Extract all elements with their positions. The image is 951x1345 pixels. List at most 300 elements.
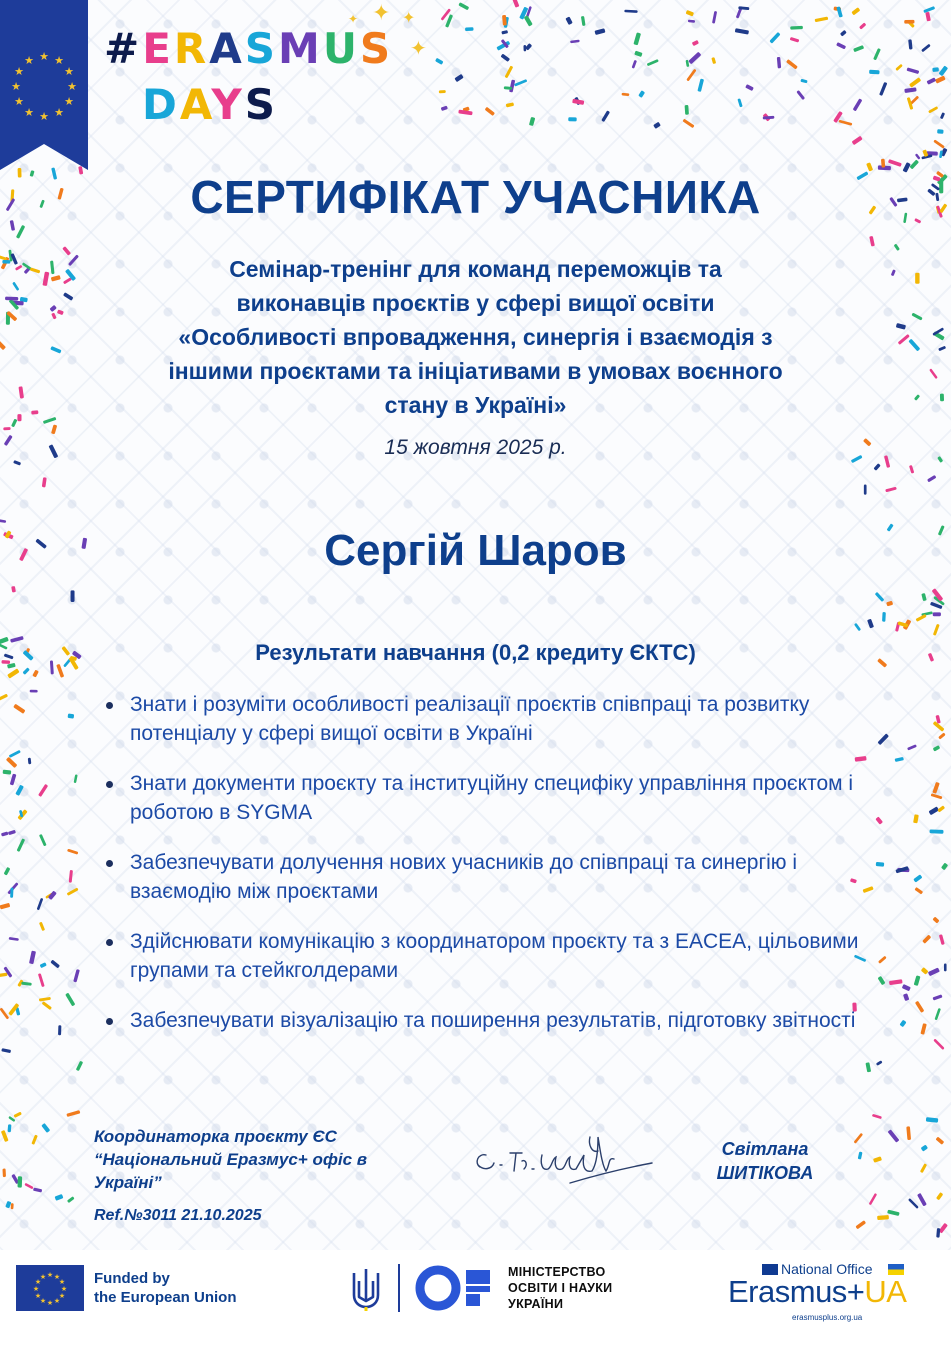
confetti-piece [876,1060,883,1066]
confetti-piece [15,785,24,796]
confetti-piece [73,969,80,982]
confetti-piece [7,668,19,678]
confetti-piece [505,66,514,79]
confetti-piece [501,54,511,62]
list-item [104,769,864,827]
confetti-piece [922,935,931,944]
eu-flag-banner [0,0,88,170]
confetti-piece [858,1152,863,1160]
confetti-piece [896,323,906,330]
event-description-line: стану в Україні» [384,392,567,418]
confetti-piece [921,967,929,975]
confetti-piece [907,744,917,750]
confetti-piece [31,1135,37,1145]
coordinator-line: Координаторка проєкту ЄС [94,1127,337,1146]
coordinator-line: Україні” [94,1173,162,1192]
confetti-piece [502,15,507,26]
logo-letter: D [142,80,180,129]
confetti-piece [7,1124,11,1132]
svg-text:★: ★ [53,1273,61,1281]
confetti-piece [17,414,21,421]
confetti-piece [441,106,448,111]
confetti-piece [938,733,946,740]
confetti-piece [565,16,572,25]
event-description-line: Семінар-тренінг для команд переможців та [229,256,722,282]
confetti-piece [933,624,940,636]
logo-letter: R [173,24,210,73]
confetti-piece [581,16,586,26]
list-item [104,690,864,748]
confetti-piece [869,1193,878,1205]
confetti-piece [634,51,642,57]
footer-logos [0,1250,951,1345]
confetti-piece [647,59,659,66]
confetti-piece [0,255,7,260]
confetti-piece [40,962,47,968]
confetti-piece [697,79,704,92]
svg-text:★: ★ [14,65,24,78]
confetti-piece [68,714,75,719]
bullet-icon [106,939,113,946]
confetti-piece [873,48,881,60]
confetti-piece [624,10,637,13]
confetti-piece [944,964,947,972]
confetti-piece [735,28,749,34]
confetti-piece [13,704,25,714]
bullet-icon [106,1018,113,1025]
confetti-piece [875,817,883,825]
confetti-piece [913,814,919,823]
svg-text:★: ★ [39,1297,47,1305]
confetti-piece [504,86,512,89]
confetti-piece [876,862,885,867]
certificate-title: СЕРТИФІКАТ УЧАСНИКА [190,171,761,223]
confetti-piece [838,120,852,126]
confetti-piece [875,592,885,602]
confetti-piece [11,419,17,428]
logo-line-erasmus [104,24,393,73]
confetti-piece [529,117,535,126]
confetti-piece [887,1210,900,1216]
logo-letter: S [359,24,394,73]
logo-letter: S [244,80,279,129]
confetti-piece [895,64,903,71]
confetti-piece [41,1123,50,1133]
confetti-piece [28,758,32,765]
svg-text:★: ★ [46,1271,54,1279]
confetti-piece [8,830,16,835]
confetti-piece [737,98,742,107]
list-item [104,848,864,906]
confetti-piece [937,129,943,134]
erasmus-url: erasmusplus.org.ua [792,1313,863,1322]
confetti-piece [445,14,453,27]
confetti-piece [873,463,880,471]
confetti-piece [932,917,939,924]
confetti-piece [2,260,10,264]
confetti-piece [909,159,919,169]
confetti-piece [938,346,946,351]
confetti-piece [686,10,694,17]
coordinator-line: “Національний Еразмус+ офіс в [94,1150,368,1169]
learning-outcomes-list [104,690,864,1056]
confetti-piece [686,69,696,82]
event-description-line: іншими проєктами та ініціативами в умовах воєнного [168,358,783,384]
confetti-piece [712,11,717,24]
confetti-piece [501,30,508,35]
confetti-piece [909,465,914,474]
confetti-piece [601,110,610,122]
confetti-piece [30,690,38,693]
confetti-piece [914,887,923,894]
confetti-piece [51,275,61,282]
confetti-piece [932,67,939,72]
confetti-piece [685,105,689,115]
confetti-piece [853,45,864,52]
confetti-piece [885,487,897,493]
logo-letter: Y [211,80,245,129]
confetti-piece [67,1196,75,1203]
svg-text:★: ★ [39,50,49,63]
confetti-piece [840,30,847,37]
confetti-piece [24,1183,33,1190]
confetti-piece [43,417,57,424]
confetti-piece [836,42,846,49]
confetti-piece [74,774,78,783]
confetti-piece [937,805,945,812]
erasmus-days-logo [104,22,434,132]
outcome-text: Знати і розуміти особливості реалізації проєктів співпраці та розвитку потенціалу у сфері вищої освіти в Україні [130,693,810,745]
svg-text:★: ★ [54,106,64,119]
outcome-text: Забезпечувати візуалізацію та поширення результатів, підготовку звітності [130,1009,856,1032]
learning-outcomes-heading: Результати навчання (0,2 кредиту ЄКТС) [255,640,696,665]
funded-line: the European Union [94,1289,237,1306]
confetti-piece [930,829,944,833]
eu-flag-icon [16,1265,84,1311]
list-item [104,927,864,985]
confetti-piece [902,984,911,991]
confetti-piece [506,102,514,107]
confetti-piece [0,1008,9,1020]
svg-text:★: ★ [58,1278,66,1286]
confetti-piece [936,1228,940,1238]
confetti-piece [869,236,875,247]
event-date: 15 жовтня 2025 р. [384,436,567,459]
ua-text: UA [864,1274,907,1309]
confetti-piece [37,898,44,910]
confetti-piece [51,424,57,434]
confetti-piece [454,74,463,82]
confetti-piece [931,793,943,799]
confetti-piece [863,886,874,893]
confetti-piece [21,982,32,986]
confetti-piece [638,90,645,98]
svg-text:★: ★ [67,80,77,93]
confetti-piece [939,934,945,945]
confetti-piece [9,750,21,758]
confetti-piece [14,1112,22,1118]
confetti-piece [51,313,56,320]
confetti-piece [67,849,78,855]
confetti-piece [42,477,47,487]
confetti-piece [686,60,690,67]
confetti-piece [42,1001,52,1010]
confetti-piece [940,112,945,119]
confetti-piece [921,1145,928,1152]
confetti-piece [711,57,716,64]
confetti-piece [869,70,880,75]
confetti-piece [906,1126,911,1140]
confetti-piece [935,1008,941,1020]
ministry-line: УКРАЇНИ [508,1297,564,1311]
confetti-piece [851,7,860,15]
svg-text:★: ★ [24,54,34,67]
confetti-piece [50,261,54,275]
confetti-piece [921,44,931,53]
confetti-piece [913,874,922,882]
confetti-piece [511,0,520,8]
confetti-piece [62,246,71,256]
svg-text:★: ★ [32,1285,40,1293]
ministry-line: ОСВІТИ І НАУКИ [508,1281,613,1295]
confetti-piece [936,1137,945,1145]
national-office-label: National Office [781,1261,873,1277]
confetti-piece [920,1023,926,1035]
confetti-piece [688,52,701,65]
logo-letter: A [179,80,212,129]
bullet-icon [106,702,113,709]
confetti-piece [524,15,533,26]
confetti-piece [864,485,867,495]
confetti-piece [916,614,927,622]
svg-text:★: ★ [39,110,49,123]
confetti-piece [903,993,909,1001]
confetti-piece [777,57,781,69]
confetti-piece [63,292,73,301]
svg-text:★: ★ [39,1273,47,1281]
confetti-piece [908,39,912,49]
confetti-piece [4,867,11,876]
svg-text:★: ★ [64,65,74,78]
confetti-piece [3,427,10,430]
confetti-piece [67,887,79,895]
confetti-piece [933,139,945,148]
confetti-piece [886,601,893,607]
confetti-piece [11,586,16,593]
confetti-piece [878,956,887,964]
confetti-piece [621,93,629,96]
confetti-piece [854,623,861,631]
participant-name: Сергій Шаров [324,526,627,575]
confetti-piece [877,733,889,745]
confetti-piece [929,806,940,815]
confetti-piece [853,98,863,111]
confetti-piece [633,32,641,45]
sparkle-icon: ✦ [372,0,391,25]
confetti-piece [514,79,527,86]
confetti-piece [769,32,780,44]
signer-first-name: Світлана [721,1139,809,1159]
svg-text:★: ★ [14,95,24,108]
confetti-piece [63,277,72,284]
confetti-piece [32,670,39,678]
confetti-piece [435,58,444,65]
confetti-piece [68,254,79,266]
confetti-piece [568,117,577,121]
svg-text:★: ★ [11,80,21,93]
confetti-piece [57,309,64,315]
confetti-piece [899,1020,906,1028]
confetti-piece [895,757,904,762]
logo-letter: U [322,24,360,73]
confetti-piece [11,1203,14,1209]
logo-letter: S [244,24,279,73]
svg-text:★: ★ [60,1285,68,1293]
confetti-piece [50,960,60,969]
confetti-piece [914,975,921,986]
confetti-piece [932,782,939,794]
logo-letter: A [209,24,245,73]
confetti-piece [915,153,921,159]
confetti-piece [881,159,885,168]
confetti-piece [923,6,935,13]
confetti-piece [29,951,36,965]
confetti-piece [0,903,10,910]
confetti-piece [877,1215,889,1220]
confetti-piece [594,28,605,35]
confetti-piece [927,475,936,482]
confetti-piece [1,1130,9,1142]
event-description-line: «Особливості впровадження, синергія і взаємодія з [178,324,773,350]
confetti-piece [31,410,38,414]
confetti-piece [867,619,874,629]
logo-letter: M [278,24,323,73]
confetti-piece [873,1156,882,1162]
confetti-piece [9,937,19,941]
signer-name [690,1137,840,1185]
confetti-piece [632,60,637,69]
confetti-piece [911,313,922,321]
confetti-piece [894,244,900,251]
handwritten-signature [470,1125,660,1195]
list-item [104,1006,864,1035]
confetti-piece [904,20,914,24]
confetti-piece [55,1194,64,1201]
confetti-piece [932,994,942,1000]
logo-letter: # [104,24,143,73]
confetti-piece [898,334,910,345]
confetti-piece [485,107,495,116]
confetti-piece [888,1129,900,1142]
confetti-piece [39,922,45,931]
confetti-piece [10,774,17,786]
confetti-piece [15,265,23,271]
confetti-piece [925,12,931,22]
confetti-piece [790,26,803,30]
confetti-piece [76,1061,83,1071]
confetti-piece [0,337,6,350]
confetti-piece [907,67,920,74]
confetti-piece [926,1117,938,1123]
confetti-piece [855,1220,866,1229]
erasmus-plus-text: Erasmus+ [728,1274,865,1309]
confetti-piece [872,1114,882,1119]
confetti-piece [16,225,25,239]
confetti-piece [570,40,580,44]
confetti-piece [852,136,863,145]
confetti-piece [933,612,941,616]
confetti-piece [3,770,12,775]
confetti-piece [888,159,902,167]
confetti-piece [920,1163,927,1173]
confetti-piece [914,394,920,401]
sparkle-icon: ✦ [348,12,359,26]
confetti-piece [30,267,41,273]
confetti-piece [65,993,75,1007]
confetti-piece [458,2,469,10]
svg-text:★: ★ [58,1292,66,1300]
confetti-piece [933,1039,944,1050]
confetti-piece [796,90,805,100]
confetti-piece [33,1188,42,1193]
confetti-piece [22,667,29,674]
confetti-piece [936,1192,943,1200]
confetti-piece [12,282,19,291]
confetti-piece [38,784,48,797]
erasmus-plus-ua-logo [728,1262,938,1332]
confetti-piece [1,831,9,836]
confetti-piece [688,20,695,23]
confetti-piece [928,967,940,976]
confetti-piece [13,460,21,466]
confetti-piece [926,151,937,155]
coordinator-title [94,1125,424,1194]
confetti-piece [10,888,13,898]
bullet-icon [106,860,113,867]
confetti-piece [786,59,798,69]
confetti-piece [940,394,944,402]
confetti-piece [836,6,843,17]
confetti-piece [790,37,800,43]
event-description [95,252,856,422]
ministry-name [508,1264,612,1312]
confetti-piece [915,1001,924,1013]
confetti-piece [1,1048,11,1053]
event-description-line: виконавців проєктів у сфері вищої освіти [236,290,715,316]
confetti-piece [18,386,24,398]
funded-by-eu-text [94,1269,237,1307]
confetti-piece [921,593,926,601]
svg-text:★: ★ [53,1297,61,1305]
confetti-piece [50,346,61,353]
signer-last-name: ШИТІКОВА [716,1163,814,1183]
divider [398,1264,400,1312]
confetti-piece [5,297,18,301]
confetti-piece [941,863,948,871]
confetti-piece [17,838,26,852]
ukraine-trident-icon [350,1267,382,1311]
outcome-text: Здійснювати комунікацію з координатором проєкту та з EACEA, цільовими групами та стейкголдерами [130,930,859,982]
confetti-piece [882,612,886,622]
confetti-piece [39,997,51,1002]
confetti-piece [69,870,73,883]
confetti-piece [909,77,921,87]
svg-text:★: ★ [34,1292,42,1300]
confetti-piece [895,866,909,873]
confetti-piece [49,305,56,312]
confetti-piece [927,77,937,84]
confetti-piece [0,973,8,978]
